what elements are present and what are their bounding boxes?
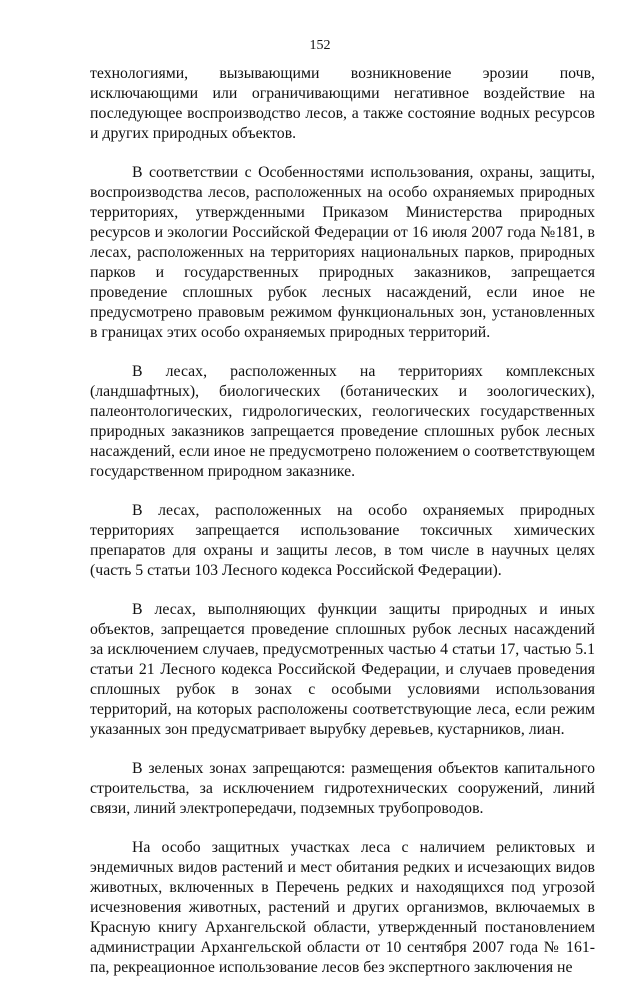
paragraph: На особо защитных участках леса с наличием реликтовых и эндемичных видов растений и мест обитания редких и исчезающих видов животных, включенных в Перечень редких и находящихся под угрозой исчезновения животных, растений и других организмов, включаемых в Красную книгу Архангельской области, утвержденный постановлением администрации Архангельской области от 10 сентября 2007 года № 161-па, рекреационное использование лесов без экспертного заключения не xyxy=(90,839,595,976)
paragraph: В соответствии с Особенностями использования, охраны, защиты, воспроизводства лесов, расположенных на особо охраняемых природных территориях, утвержденными Приказом Министерства природных ресурсов и экологии Российской Федерации от 16 июля 2007 года №181, в лесах, расположенных на территориях национальных парков, природных парков и государственных природных заказников, запрещается проведение сплошных рубок лесных насаждений, если иное не предусмотрено правовым режимом функциональных зон, установленных в границах этих особо охраняемых природных территорий. xyxy=(90,164,595,341)
paragraph-continuation: технологиями, вызывающими возникновение эрозии почв, исключающими или ограничивающими негативное воздействие на последующее воспроизводство лесов, а также состояние водных ресурсов и других природных объектов. xyxy=(90,65,595,142)
paragraph: В лесах, выполняющих функции защиты природных и иных объектов, запрещается проведение сплошных рубок лесных насаждений за исключением случаев, предусмотренных частью 4 статьи 17, частью 5.1 статьи 21 Лесного кодекса Российской Федерации, и случаев проведения сплошных рубок в зонах с особыми условиями использования территорий, на которых расположены соответствующие леса, если режим указанных зон предусматривает вырубку деревьев, кустарников, лиан. xyxy=(90,601,595,738)
page-number: 152 xyxy=(309,38,331,53)
body-text xyxy=(90,64,595,997)
paragraph: В лесах, расположенных на особо охраняемых природных территориях запрещается использование токсичных химических препаратов для охраны и защиты лесов, в том числе в научных целях (часть 5 статьи 103 Лесного кодекса Российской Федерации). xyxy=(90,502,595,579)
paragraph: В зеленых зонах запрещаются: размещения объектов капитального строительства, за исключением гидротехнических сооружений, линий связи, линий электропередачи, подземных трубопроводов. xyxy=(90,760,595,817)
paragraph: В лесах, расположенных на территориях комплексных (ландшафтных), биологических (ботанических и зоологических), палеонтологических, гидрологических, геологических государственных природных заказников запрещается проведение сплошных рубок лесных насаждений, если иное не предусмотрено положением о соответствующем государственном природном заказнике. xyxy=(90,363,595,480)
